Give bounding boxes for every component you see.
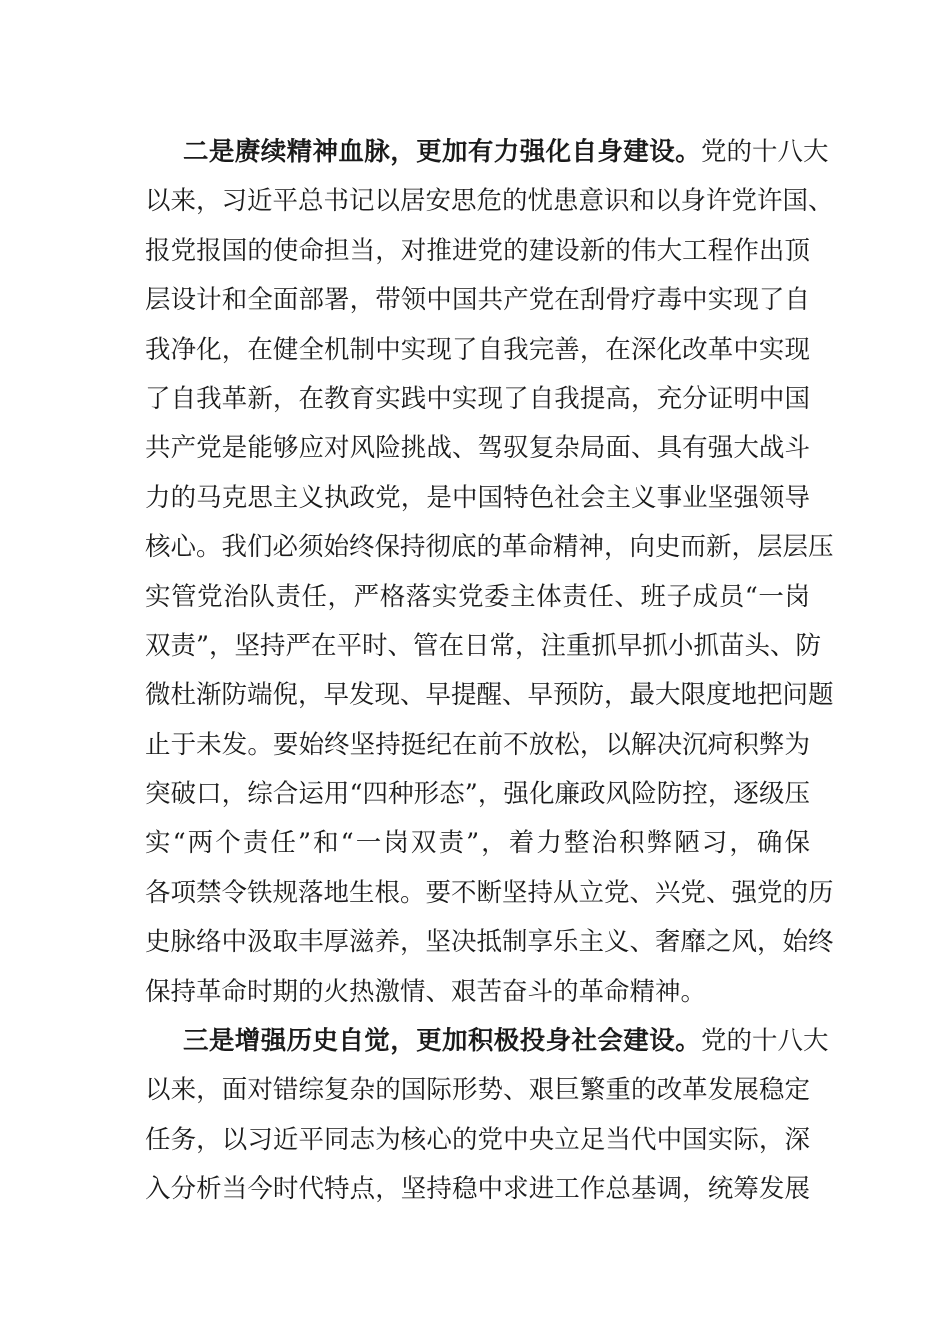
text-line: 突破口，综合运用“四种形态”，强化廉政风险防控，逐级压: [145, 779, 810, 810]
paragraph-first-line: [145, 1017, 829, 1066]
text-line: 保持革命时期的火热激情、艰苦奋斗的革命精神。: [145, 976, 707, 1007]
paragraph-text: 党的十八大: [701, 137, 829, 167]
paragraph-heading: 三是增强历史自觉，更加积极投身社会建设。: [183, 1026, 702, 1057]
text-line: 双责”，坚持严在平时、管在日常，注重抓早抓小抓苗头、防: [145, 630, 822, 661]
text-line: 入分析当今时代特点，坚持稳中求进工作总基调，统筹发展: [145, 1174, 810, 1205]
text-line: 实“两个责任”和“一岗双责”，着力整治积弊陋习，确保: [145, 828, 810, 859]
paragraph-first-line: [145, 128, 829, 177]
text-line: 以来，习近平总书记以居安思危的忧患意识和以身许党许国、: [145, 186, 834, 217]
text-line: 层设计和全面部署，带领中国共产党在刮骨疗毒中实现了自: [145, 285, 810, 316]
paragraph-text: 党的十八大: [701, 1026, 829, 1057]
text-line: 报党报国的使命担当，对推进党的建设新的伟大工程作出顶: [145, 235, 810, 266]
text-line: 史脉络中汲取丰厚滋养，坚决抵制享乐主义、奢靡之风，始终: [145, 927, 834, 958]
paragraph-2: [145, 1017, 829, 1215]
text-line: 各项禁令铁规落地生根。要不断坚持从立党、兴党、强党的历: [145, 877, 834, 908]
text-line: 实管党治队责任，严格落实党委主体责任、班子成员“一岗: [145, 581, 810, 612]
text-line: 微杜渐防端倪，早发现、早提醒、早预防，最大限度地把问题: [145, 680, 834, 711]
text-line: 了自我革新，在教育实践中实现了自我提高，充分证明中国: [145, 383, 810, 414]
text-line: 任务，以习近平同志为核心的党中央立足当代中国实际，深: [145, 1124, 810, 1155]
text-line: 我净化，在健全机制中实现了自我完善，在深化改革中实现: [145, 334, 810, 365]
text-line: 止于未发。要始终坚持挺纪在前不放松，以解决沉疴积弊为: [145, 729, 810, 760]
text-line: 力的马克思主义执政党，是中国特色社会主义事业坚强领导: [145, 482, 810, 513]
text-line: 共产党是能够应对风险挑战、驾驭复杂局面、具有强大战斗: [145, 433, 810, 464]
text-line: 以来，面对错综复杂的国际形势、艰巨繁重的改革发展稳定: [145, 1075, 810, 1106]
paragraph-1: [145, 128, 834, 1017]
paragraph-heading: 二是赓续精神血脉，更加有力强化自身建设。: [183, 137, 702, 167]
text-line: 核心。我们必须始终保持彻底的革命精神，向史而新，层层压: [145, 532, 834, 563]
document-body: [145, 128, 834, 1215]
